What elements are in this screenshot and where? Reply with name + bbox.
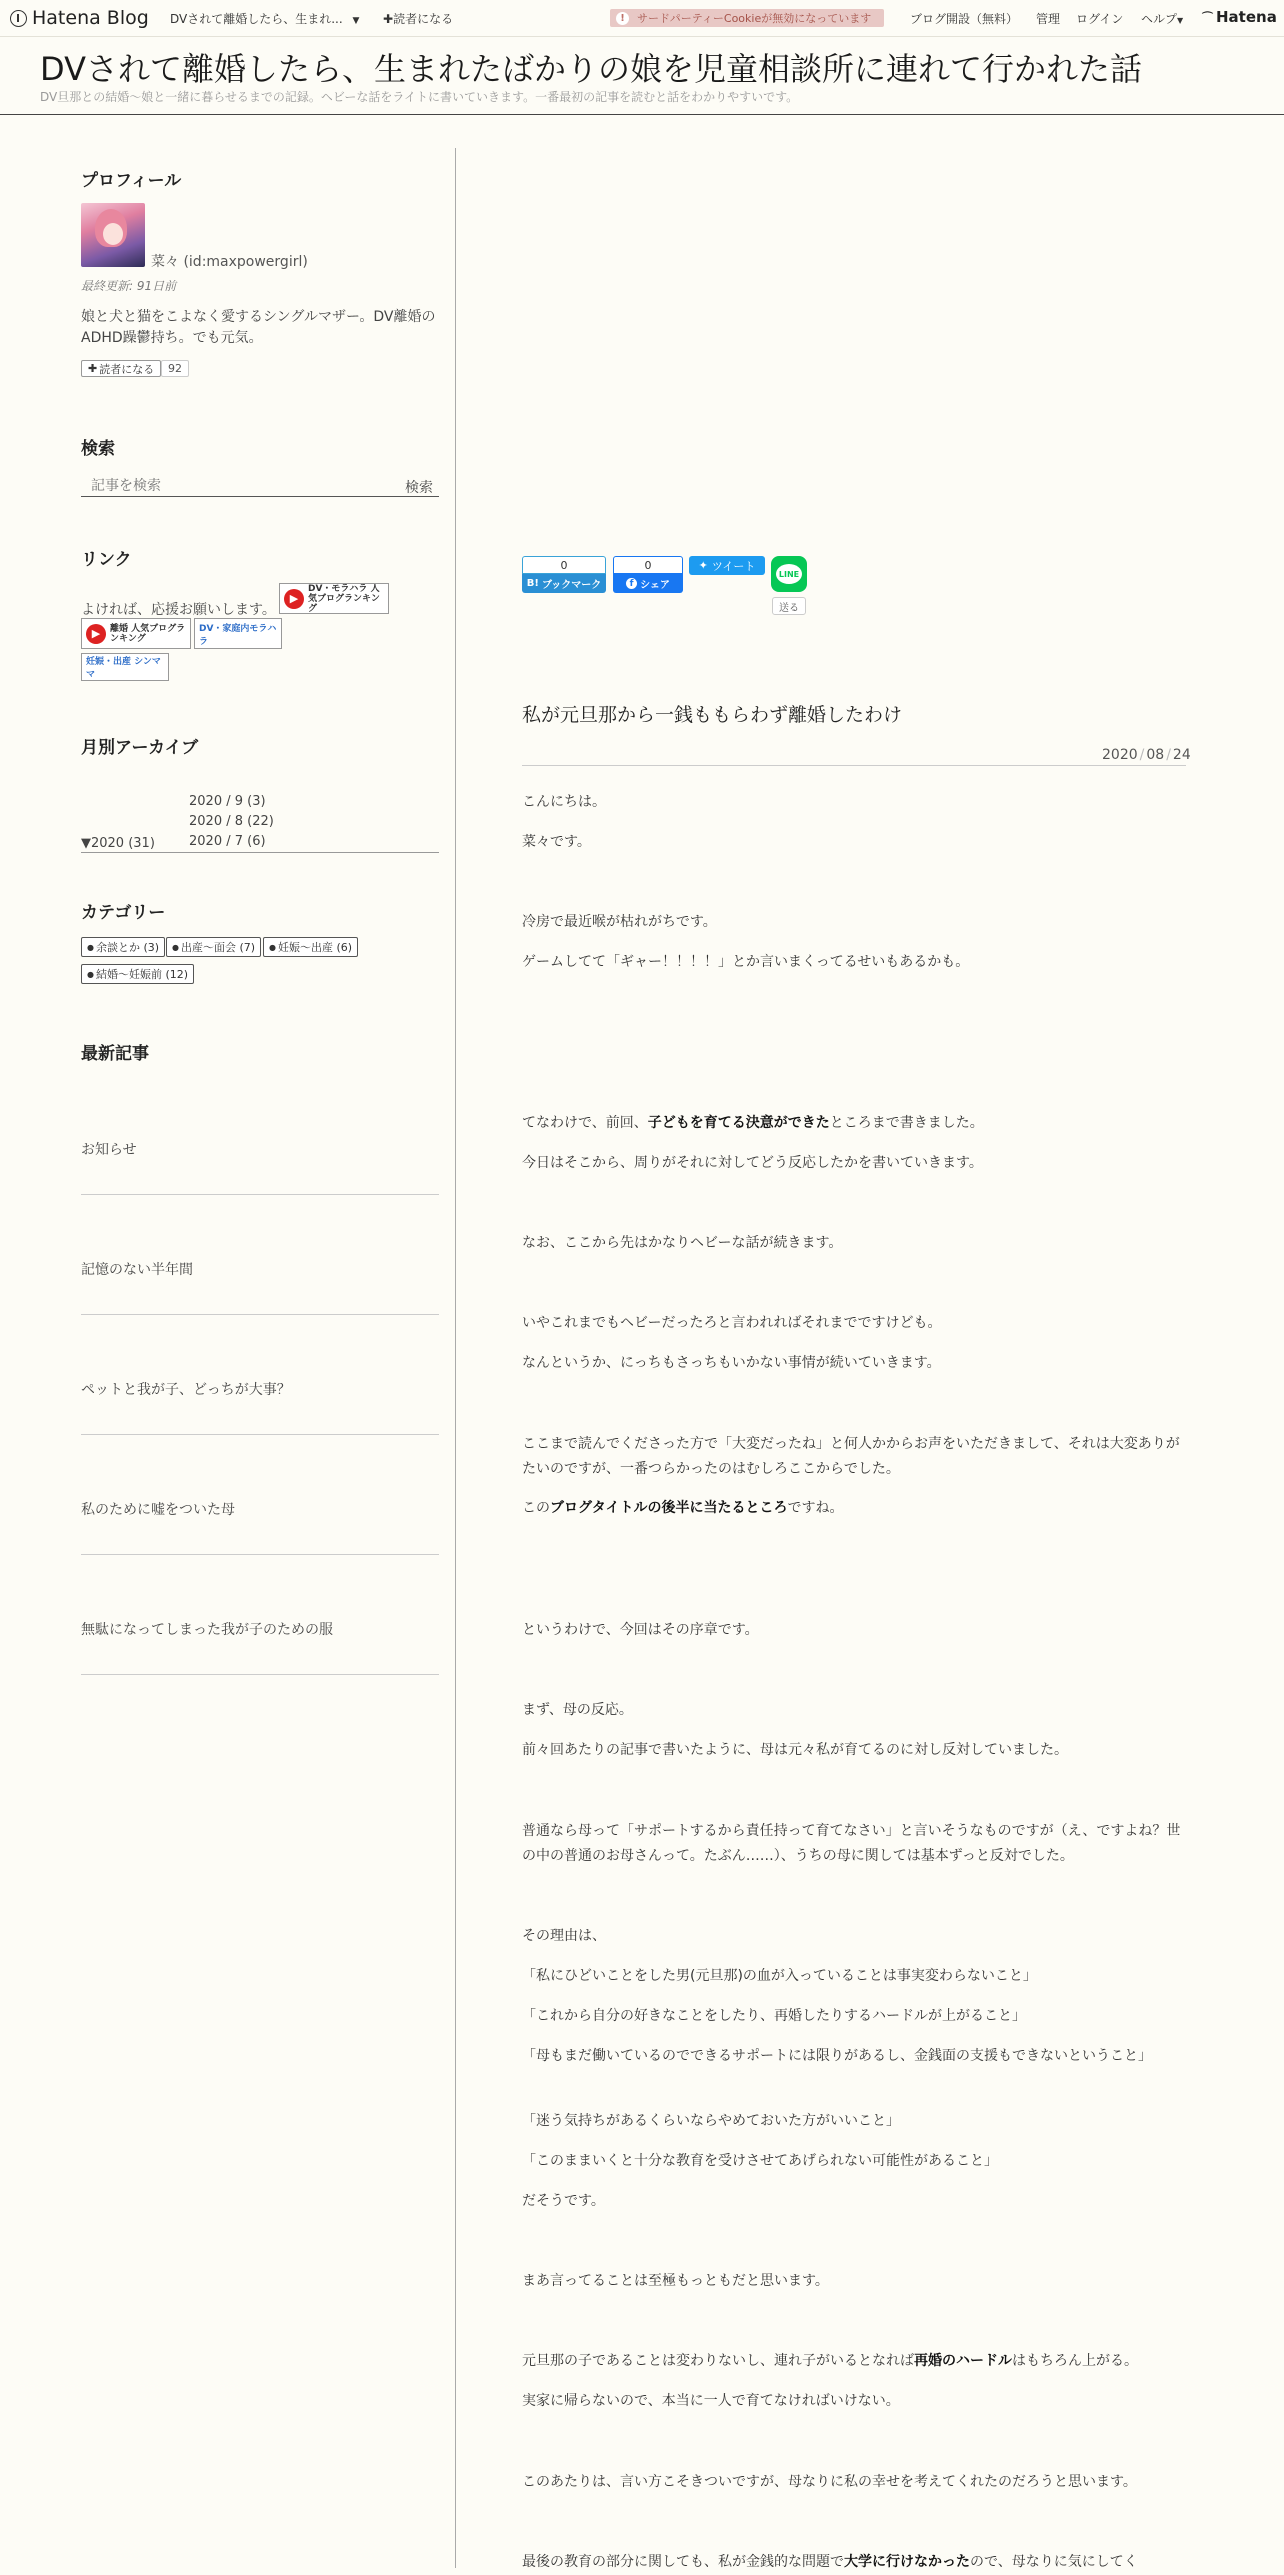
profile-title: プロフィール [81, 171, 182, 191]
recent-title: 最新記事 [81, 1044, 149, 1064]
entry-paragraph: まず、母の反応。 [522, 1702, 633, 1718]
recent-entry-link[interactable]: 記憶のない半年間 [81, 1262, 193, 1278]
date-separator: / [1139, 747, 1145, 763]
dv-moraharas-banner[interactable] [194, 618, 282, 649]
category-label: 妊娠～出産 (6) [277, 941, 353, 954]
line-icon: LINE [776, 564, 802, 584]
category-tag[interactable] [166, 937, 261, 957]
profile-name[interactable]: 菜々 (id:maxpowergirl) [151, 254, 308, 270]
alert-icon: ! [616, 12, 629, 25]
entry-paragraph: 「このままいくと十分な教育を受けさせてあげられない可能性があること」 [522, 2153, 998, 2169]
facebook-share-button[interactable] [613, 556, 683, 596]
text-run: てなわけで、前回、 [522, 1115, 648, 1131]
bold-text: ブログタイトルの後半に当たるところ [550, 1500, 788, 1516]
twitter-bird-icon: ✦ [698, 559, 708, 572]
entry-paragraph: 普通なら母って「サポートするから責任持って育てなさい」と言いそうなものですが（え、ですよね？世の中の普通のお母さんって。たぶん……）、うちの母に関しては基本ずっと反対でした。 [522, 1823, 1181, 1864]
facebook-label: シェア [640, 580, 670, 591]
category-label: 結婚～妊娠前 (12) [95, 968, 189, 981]
b-mark-icon: B! [526, 578, 539, 589]
bold-text: 子どもを育てる決意ができた [647, 1115, 830, 1131]
links-title: リンク [81, 550, 132, 570]
help-label: ヘルプ [1141, 12, 1178, 26]
entry-date[interactable] [1102, 747, 1191, 763]
text-run: はもちろん上がる。 [1012, 2353, 1138, 2369]
tweet-label: ツイート [711, 559, 756, 573]
ranking-ball-icon: ▶ [284, 589, 304, 609]
login-link[interactable]: ログイン [1076, 12, 1124, 26]
facebook-label-box [613, 574, 683, 593]
entry-paragraph: 今日はそこから、周りがそれに対してどう反応したかを書いていきます。 [522, 1155, 983, 1171]
title-divider [0, 114, 1284, 115]
entry-paragraph: なんというか、にっちもさっちもいかない事情が続いていきます。 [522, 1355, 941, 1371]
entry-paragraph: まあ言ってることは至極もっともだと思います。 [522, 2273, 829, 2289]
help-menu[interactable] [1141, 10, 1183, 27]
hatena-blog-icon [10, 10, 27, 27]
sidebar-divider [455, 148, 456, 2568]
search-title: 検索 [81, 439, 115, 459]
banner-label: 離婚 人気ブログランキング [110, 623, 186, 644]
global-header [0, 0, 1284, 37]
entry-paragraph: 「迷う気持ちがあるくらいならやめておいた方がいいこと」 [522, 2113, 900, 2129]
search-input[interactable] [81, 475, 439, 497]
category-label: 余談とか (3) [95, 941, 160, 954]
entry-paragraph: 実家に帰らないので、本当に一人で育てなければいけない。 [522, 2393, 900, 2409]
entry-paragraph: 冷房で最近喉が枯れがちです。 [522, 914, 717, 930]
caret-down-icon: ▼ [1177, 16, 1184, 25]
blog-description: DV旦那との結婚～娘と一緒に暮らせるまでの記録。ヘビーな話をライトに書いていきます。一番最初の記事を読むと話をわかりやすいです。 [40, 90, 799, 104]
banner-label: DV・モラハラ 人気ブログランキング [308, 583, 380, 614]
bullet-icon: ● [172, 942, 179, 952]
subscribe-link[interactable] [383, 10, 453, 27]
entry-paragraph [522, 1496, 1186, 1521]
category-label: 出産～面会 (7) [180, 941, 256, 954]
open-blog-link[interactable]: ブログ開設（無料） [910, 12, 1019, 26]
blog-menu-label: DVされて離婚したら、生まれ... [170, 12, 343, 26]
entry-paragraph: 「私にひどいことをした男(元旦那)の血が入っていることは事実変わらないこと」 [522, 1968, 1037, 1984]
recent-divider [81, 1314, 439, 1315]
avatar[interactable] [81, 203, 145, 267]
cookie-notice-text: サードパーティーCookieが無効になっています [637, 12, 872, 25]
hatena-mark-icon: ⌒ [1202, 11, 1213, 24]
entry-paragraph: 「これから自分の好きなことをしたり、再婚したりするハードルが上がること」 [522, 2008, 1026, 2024]
archive-month[interactable]: 2020 / 7 (6) [189, 834, 266, 849]
recent-entry-link[interactable]: 私のために嘘をついた母 [81, 1502, 235, 1518]
recent-divider [81, 1554, 439, 1555]
hatena-blog-logo[interactable] [10, 7, 149, 29]
archive-year-toggle[interactable]: ▼2020 (31) [81, 836, 155, 851]
banner-label: DV・家庭内モラハラ [199, 623, 277, 647]
plus-icon: ✚ [88, 362, 98, 375]
plus-icon: ✚ [383, 12, 394, 26]
admin-link[interactable]: 管理 [1036, 12, 1061, 26]
banner-label: 妊娠・出産 シンママ [86, 657, 161, 680]
pregnancy-banner[interactable] [81, 653, 169, 681]
archive-title: 月別アーカイブ [81, 738, 199, 758]
text-run: 元旦那の子であることは変わりないし、連れ子がいるとなれば [522, 2353, 914, 2369]
entry-paragraph: こんにちは。 [522, 794, 606, 810]
date-year: 2020 [1102, 747, 1138, 763]
date-month: 08 [1146, 747, 1165, 763]
entry-title[interactable]: 私が元旦那から一銭ももらわず離婚したわけ [522, 704, 903, 726]
entry-paragraph: ここまで読んでくださった方で「大変だったね」と何人かからお声をいただきまして、それは大変ありがたいのですが、一番つらかったのはむしろここからでした。 [522, 1436, 1180, 1477]
text-run: ですね。 [787, 1500, 844, 1516]
logo-text: Hatena Blog [32, 7, 149, 29]
facebook-icon: f [626, 578, 637, 589]
caret-down-icon: ▼ [352, 16, 360, 26]
recent-divider [81, 1194, 439, 1195]
entry-paragraph: 菜々です。 [522, 834, 591, 850]
date-separator: / [1166, 747, 1171, 763]
archive-month[interactable]: 2020 / 9 (3) [189, 794, 266, 809]
dv-ranking-banner[interactable] [279, 583, 389, 614]
entry-title-divider [522, 765, 1186, 766]
search-button[interactable]: 検索 [405, 480, 433, 496]
bookmark-label-box [522, 574, 606, 593]
entry-paragraph: 前々回あたりの記事で書いたように、母は元々私が育てるのに対し反対していました。 [522, 1742, 1068, 1758]
line-share-button[interactable] [771, 556, 807, 592]
hatena-bookmark-button[interactable] [522, 556, 606, 596]
category-tag[interactable] [81, 964, 194, 984]
entry-paragraph: だそうです。 [522, 2193, 605, 2209]
entry-paragraph: いやこれまでもヘビーだったろと言われればそれまでですけども。 [522, 1315, 942, 1331]
categories-title: カテゴリー [81, 903, 166, 923]
entry-paragraph [522, 2349, 1186, 2374]
facebook-count: 0 [613, 556, 683, 574]
entry-paragraph: ゲームしてて「ギャー！！！！」とか言いまくってるせいもあるかも。 [522, 954, 970, 970]
tweet-button[interactable] [689, 556, 765, 575]
recent-divider [81, 1434, 439, 1435]
subscribe-button[interactable] [81, 360, 161, 377]
blog-menu[interactable] [170, 10, 359, 27]
entry-paragraph: なお、ここから先はかなりヘビーな話が続きます。 [522, 1235, 843, 1251]
entry-paragraph [522, 1111, 1186, 1136]
text-run: 最後の教育の部分に関しても、私が金銭的な問題で [522, 2554, 844, 2570]
links-text: よければ、応援お願いします。 [81, 602, 276, 618]
divorce-ranking-banner[interactable] [81, 618, 191, 649]
text-run: この [522, 1500, 550, 1516]
entry-paragraph: その理由は、 [522, 1928, 606, 1944]
blog-title[interactable]: DVされて離婚したら、生まれたばかりの娘を児童相談所に連れて行かれた話 [40, 50, 1142, 88]
text-run: ところまで書きました。 [829, 1115, 984, 1131]
bullet-icon: ● [269, 942, 276, 952]
hatena-brand[interactable] [1202, 8, 1277, 26]
recent-entry-link[interactable]: ペットと我が子、どっちが大事？ [81, 1382, 291, 1398]
bold-text: 大学に行けなかった [844, 2554, 970, 2570]
bold-text: 再婚のハードル [914, 2353, 1012, 2369]
category-tag[interactable] [81, 937, 165, 957]
date-day: 24 [1172, 747, 1191, 763]
entry-paragraph [522, 2550, 1186, 2575]
bullet-icon: ● [87, 942, 94, 952]
entry-paragraph: 「母もまだ働いているのでできるサポートには限りがあるし、金銭面の支援もできないということ」 [522, 2048, 1152, 2064]
subscribe-button-label: 読者になる [99, 362, 155, 376]
bookmark-label: ブックマーク [541, 580, 602, 591]
category-tag[interactable] [263, 937, 358, 957]
profile-updated: 最終更新: 91日前 [81, 279, 177, 293]
ranking-ball-icon: ▶ [86, 624, 106, 644]
archive-divider [81, 852, 439, 853]
text-run: ので、母なりに気にしてく [970, 2554, 1138, 2570]
bookmark-count: 0 [522, 556, 606, 574]
reader-count[interactable]: 92 [161, 360, 189, 377]
archive-month[interactable]: 2020 / 8 (22) [189, 814, 274, 829]
recent-entry-link[interactable]: お知らせ [81, 1142, 137, 1158]
bullet-icon: ● [87, 969, 94, 979]
profile-description: 娘と犬と猫をこよなく愛するシングルマザー。DV離婚のADHD躁鬱持ち。でも元気。 [81, 309, 436, 346]
entry-paragraph: というわけで、今回はその序章です。 [522, 1622, 759, 1638]
cookie-notice[interactable] [610, 9, 884, 27]
line-send-button[interactable]: 送る [772, 597, 806, 615]
hatena-brand-text: Hatena [1216, 8, 1277, 26]
subscribe-label: 読者になる [393, 12, 454, 26]
recent-divider [81, 1674, 439, 1675]
recent-entry-link[interactable]: 無駄になってしまった我が子のための服 [81, 1622, 333, 1638]
entry-paragraph: このあたりは、言い方こそきついですが、母なりに私の幸せを考えてくれたのだろうと思います。 [522, 2474, 1137, 2490]
